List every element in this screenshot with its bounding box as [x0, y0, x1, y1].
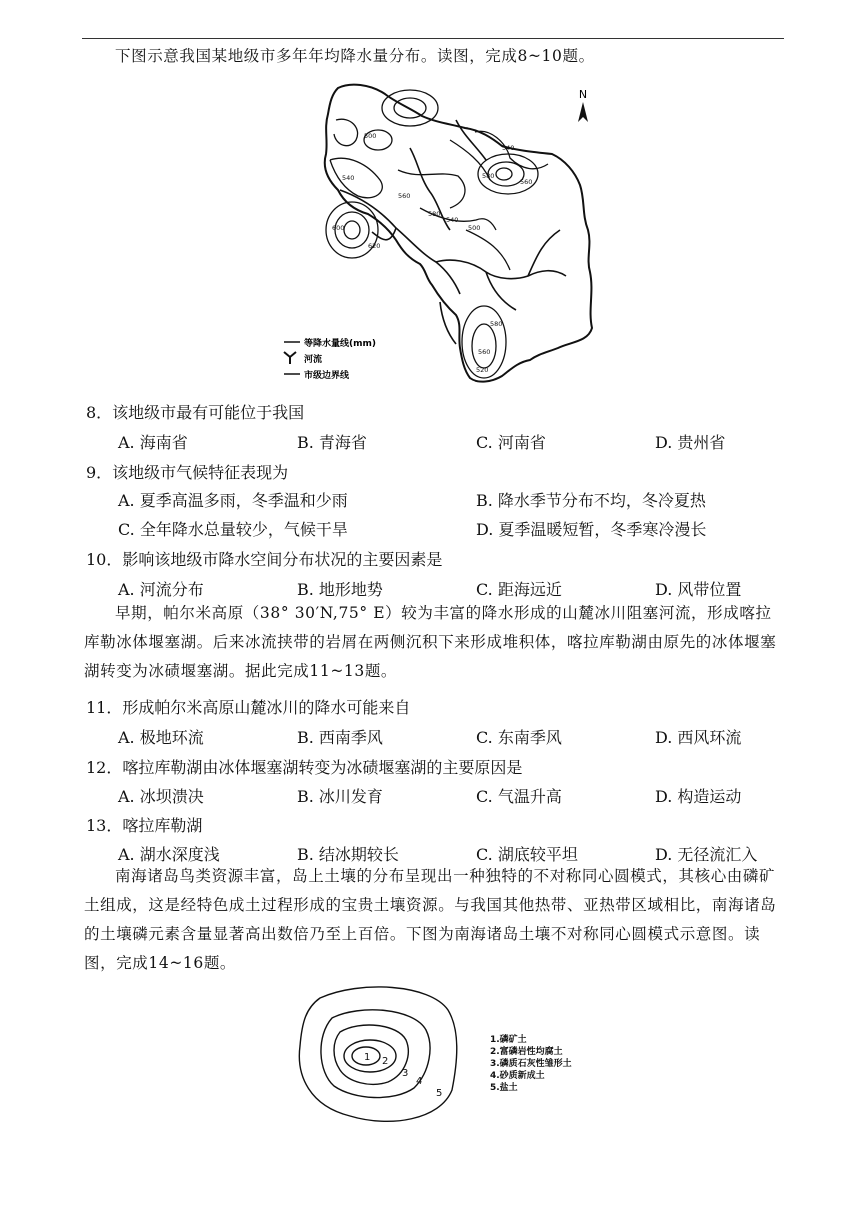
contour-label: 540 — [342, 174, 355, 182]
soil-zone-number: 1 — [364, 1052, 371, 1063]
question-13-stem: 13．喀拉库勒湖 — [86, 816, 203, 835]
contour-label: 540 — [502, 144, 515, 152]
soil-zone-number: 4 — [416, 1076, 423, 1087]
q9-option-b: B. 降水季节分布不均，冬冷夏热 — [476, 491, 706, 510]
q10-option-c: C. 距海远近 — [476, 580, 562, 599]
soil-zone-number: 5 — [436, 1088, 443, 1099]
soil-ring-3 — [334, 1025, 408, 1084]
intro-paragraph-pamir: 早期，帕尔米高原（38° 30′N,75° E）较为丰富的降水形成的山麓冰川阻塞河流，形成喀拉库勒冰体堰塞湖。后来冰流挟带的岩屑在两侧沉积下来形成堆积体，喀拉库勒湖由原先的冰体堰塞湖转变为冰碛堰塞湖。据此完成11~13题。 — [84, 604, 777, 680]
q9-option-a: A. 夏季高温多雨，冬季温和少雨 — [118, 491, 348, 510]
intro-paragraph-map: 下图示意我国某地级市多年年均降水量分布。读图，完成8~10题。 — [115, 47, 595, 65]
soil-legend-item: 5.盐土 — [490, 1083, 518, 1093]
contour-label: 580 — [482, 172, 495, 180]
soil-legend — [490, 1033, 572, 1093]
soil-zone-number: 2 — [382, 1056, 389, 1067]
q11-option-c: C. 东南季风 — [476, 728, 562, 747]
q11-option-a: A. 极地环流 — [118, 728, 204, 747]
q10-option-b: B. 地形地势 — [297, 580, 383, 599]
river-legend-icon — [284, 352, 296, 364]
contour-label: 520 — [476, 366, 489, 374]
contour-label: 560 — [398, 192, 411, 200]
question-10-stem: 10．影响该地级市降水空间分布状况的主要因素是 — [86, 550, 443, 569]
q9-option-c: C. 全年降水总量较少，气候干旱 — [118, 520, 348, 539]
q13-option-d: D. 无径流汇入 — [655, 845, 758, 864]
q12-option-c: C. 气温升高 — [476, 787, 562, 806]
north-arrow-icon — [578, 88, 588, 122]
soil-legend-item: 3.磷质石灰性雏形土 — [490, 1059, 572, 1069]
contour-label: 560 — [478, 348, 491, 356]
q12-option-b: B. 冰川发育 — [297, 787, 383, 806]
question-12-stem: 12．喀拉库勒湖由冰体堰塞湖转变为冰碛堰塞湖的主要原因是 — [86, 758, 523, 777]
q13-option-a: A. 湖水深度浅 — [118, 845, 220, 864]
contour-label: 580 — [428, 210, 441, 218]
city-boundary — [325, 85, 592, 382]
contour-label: 600 — [332, 224, 345, 232]
intro-paragraph-soil: 南海诸岛鸟类资源丰富，岛上土壤的分布呈现出一种独特的不对称同心圆模式，其核心由磷矿土组成，这是经特色成土过程形成的宝贵土壤资源。与我国其他热带、亚热带区域相比，南海诸岛的土壤磷元素含量显著高出数倍乃至上百倍。下图为南海诸岛土壤不对称同心圆模式示意图。读图，完成14~16题。 — [84, 867, 777, 972]
q13-option-c: C. 湖底较平坦 — [476, 845, 578, 864]
legend-contour-label: 等降水量线(mm) — [304, 339, 376, 349]
contour-label: 500 — [364, 132, 377, 140]
map-legend — [284, 337, 376, 381]
q12-option-a: A. 冰坝溃决 — [118, 787, 204, 806]
q9-option-d: D. 夏季温暖短暂，冬季寒冷漫长 — [476, 520, 707, 539]
soil-legend-item: 2.富磷岩性均腐土 — [490, 1047, 563, 1057]
question-8-stem: 8．该地级市最有可能位于我国 — [86, 403, 305, 422]
north-label: N — [578, 88, 588, 101]
question-9-stem: 9．该地级市气候特征表现为 — [86, 463, 289, 482]
q12-option-d: D. 构造运动 — [655, 787, 742, 806]
soil-legend-item: 1.磷矿土 — [490, 1035, 527, 1045]
question-11-stem: 11．形成帕尔米高原山麓冰川的降水可能来自 — [86, 698, 411, 717]
q13-option-b: B. 结冰期较长 — [297, 845, 399, 864]
soil-ring-5 — [299, 987, 456, 1121]
contour-label: 560 — [520, 178, 533, 186]
top-rule — [82, 38, 784, 39]
q10-option-a: A. 河流分布 — [118, 580, 204, 599]
q11-option-d: D. 西风环流 — [655, 728, 742, 747]
contour-label: 540 — [446, 216, 459, 224]
precipitation-map — [270, 80, 610, 390]
soil-concentric-diagram — [290, 980, 620, 1130]
legend-river-label: 河流 — [304, 355, 323, 365]
q8-option-b: B. 青海省 — [297, 433, 367, 452]
contour-label: 500 — [468, 224, 481, 232]
q11-option-b: B. 西南季风 — [297, 728, 383, 747]
contour-label: 580 — [490, 320, 503, 328]
soil-legend-item: 4.砂质新成土 — [490, 1071, 545, 1081]
legend-boundary-label: 市级边界线 — [304, 371, 350, 381]
soil-zone-number: 3 — [402, 1068, 409, 1079]
q10-option-d: D. 风带位置 — [655, 580, 742, 599]
q8-option-d: D. 贵州省 — [655, 433, 726, 452]
q8-option-c: C. 河南省 — [476, 433, 546, 452]
contour-label: 620 — [368, 242, 381, 250]
q8-option-a: A. 海南省 — [118, 433, 188, 452]
